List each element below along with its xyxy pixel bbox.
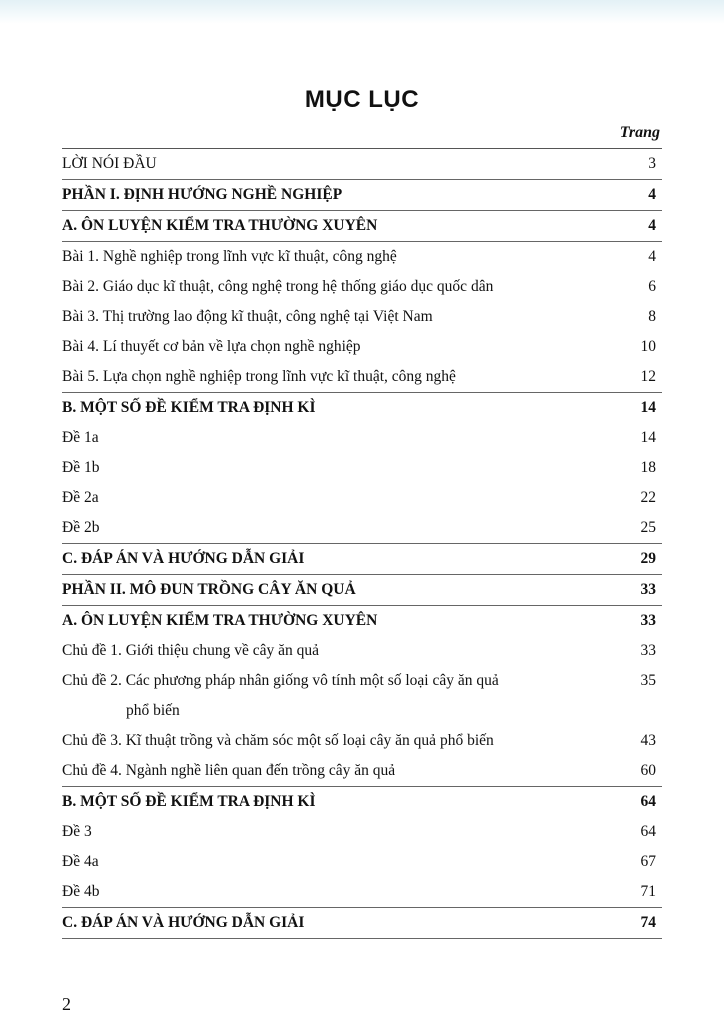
toc-entry[interactable] xyxy=(62,908,662,939)
toc-entry-label: Chủ đề 1. Giới thiệu chung về cây ăn quả xyxy=(62,642,319,659)
toc-entry-page-number: 33 xyxy=(640,581,656,598)
toc-entry-label: Chủ đề 4. Ngành nghề liên quan đến trồng cây ăn quả xyxy=(62,762,396,779)
toc-entry-label: LỜI NÓI ĐẦU xyxy=(62,155,157,172)
toc-entry[interactable] xyxy=(62,423,662,453)
page-title: MỤC LỤC xyxy=(304,86,420,113)
toc-entry[interactable] xyxy=(62,696,662,726)
toc-entry-page-number: 71 xyxy=(640,883,656,900)
toc-entry-label: B. MỘT SỐ ĐỀ KIỂM TRA ĐỊNH KÌ xyxy=(62,399,316,416)
toc-entry-page-number: 35 xyxy=(640,672,656,689)
toc-entry-label: A. ÔN LUYỆN KIỂM TRA THƯỜNG XUYÊN xyxy=(62,217,378,234)
toc-entry-page-number: 6 xyxy=(648,278,656,295)
toc-entry-page-number: 14 xyxy=(640,399,656,416)
toc-entry-label: PHẦN I. ĐỊNH HƯỚNG NGHỀ NGHIỆP xyxy=(62,186,343,203)
toc-entry-page-number: 43 xyxy=(640,732,656,749)
toc-entry-label: Bài 2. Giáo dục kĩ thuật, công nghệ trong hệ thống giáo dục quốc dân xyxy=(62,278,494,295)
toc-entry[interactable] xyxy=(62,817,662,847)
toc-entry-page-number: 60 xyxy=(640,762,656,779)
toc-entry-label: Đề 2a xyxy=(62,489,99,506)
toc-entry-page-number: 67 xyxy=(640,853,656,870)
toc-entry-page-number: 33 xyxy=(640,612,656,629)
toc-entry-label: Đề 4a xyxy=(62,853,99,870)
toc-entry-label: Đề 4b xyxy=(62,883,100,900)
toc-entry[interactable] xyxy=(62,666,662,696)
toc-entry[interactable] xyxy=(62,332,662,362)
toc-entry-label: Đề 1b xyxy=(62,459,100,476)
toc-entry[interactable] xyxy=(62,726,662,756)
toc-entry-page-number: 64 xyxy=(640,793,656,810)
toc-entry-label: Bài 4. Lí thuyết cơ bản về lựa chọn nghề nghiệp xyxy=(62,338,361,355)
toc-entry-label: C. ĐÁP ÁN VÀ HƯỚNG DẪN GIẢI xyxy=(62,914,305,931)
toc-entry[interactable] xyxy=(62,877,662,908)
toc-entry-label: Chủ đề 2. Các phương pháp nhân giống vô tính một số loại cây ăn quả xyxy=(62,672,499,689)
toc-entry[interactable] xyxy=(62,756,662,787)
toc-entry-label: phổ biến xyxy=(126,702,180,719)
toc-entry-page-number: 3 xyxy=(648,155,656,172)
toc-entry-page-number: 74 xyxy=(640,914,656,931)
toc-entry-page-number: 4 xyxy=(648,186,656,203)
toc-entry-label: Bài 1. Nghề nghiệp trong lĩnh vực kĩ thuật, công nghệ xyxy=(62,248,397,265)
toc-entry-label: Đề 1a xyxy=(62,429,99,446)
footer-page-number: 2 xyxy=(62,994,71,1014)
toc-entry[interactable] xyxy=(62,302,662,332)
toc-entry[interactable] xyxy=(62,149,662,180)
toc-entry[interactable] xyxy=(62,847,662,877)
toc-entry-label: C. ĐÁP ÁN VÀ HƯỚNG DẪN GIẢI xyxy=(62,550,305,567)
toc-entry-label: Bài 5. Lựa chọn nghề nghiệp trong lĩnh vực kĩ thuật, công nghệ xyxy=(62,368,456,385)
toc-entry-page-number: 8 xyxy=(648,308,656,325)
toc-entry[interactable] xyxy=(62,544,662,575)
toc-entry[interactable] xyxy=(62,606,662,636)
toc-entry-page-number: 64 xyxy=(640,823,656,840)
toc-entry[interactable] xyxy=(62,362,662,393)
toc-entry-page-number: 10 xyxy=(640,338,656,355)
toc-entry-label: PHẦN II. MÔ ĐUN TRỒNG CÂY ĂN QUẢ xyxy=(62,581,356,598)
table-of-contents xyxy=(62,148,662,939)
toc-entry[interactable] xyxy=(62,180,662,211)
toc-entry-page-number: 33 xyxy=(640,642,656,659)
top-edge-tint xyxy=(0,0,724,24)
toc-entry-page-number: 29 xyxy=(640,550,656,567)
toc-entry[interactable] xyxy=(62,787,662,817)
toc-entry[interactable] xyxy=(62,575,662,606)
toc-entry[interactable] xyxy=(62,513,662,544)
toc-entry-page-number: 12 xyxy=(640,368,656,385)
toc-entry[interactable] xyxy=(62,636,662,666)
toc-entry-page-number: 25 xyxy=(640,519,656,536)
toc-entry-label: A. ÔN LUYỆN KIỂM TRA THƯỜNG XUYÊN xyxy=(62,612,378,629)
toc-entry-label: Chủ đề 3. Kĩ thuật trồng và chăm sóc một số loại cây ăn quả phổ biến xyxy=(62,732,494,749)
page-column-header: Trang xyxy=(619,124,660,141)
toc-entry[interactable] xyxy=(62,211,662,242)
toc-entry[interactable] xyxy=(62,453,662,483)
toc-entry[interactable] xyxy=(62,393,662,423)
toc-entry-label: B. MỘT SỐ ĐỀ KIỂM TRA ĐỊNH KÌ xyxy=(62,793,316,810)
toc-entry-label: Đề 2b xyxy=(62,519,100,536)
toc-entry-page-number: 4 xyxy=(648,248,656,265)
toc-entry-page-number: 22 xyxy=(640,489,656,506)
toc-entry-label: Bài 3. Thị trường lao động kĩ thuật, công nghệ tại Việt Nam xyxy=(62,308,433,325)
toc-entry-page-number: 14 xyxy=(640,429,656,446)
toc-entry-page-number: 4 xyxy=(648,217,656,234)
toc-entry[interactable] xyxy=(62,483,662,513)
toc-entry[interactable] xyxy=(62,242,662,272)
toc-entry-label: Đề 3 xyxy=(62,823,92,840)
toc-entry-page-number: 18 xyxy=(640,459,656,476)
toc-entry[interactable] xyxy=(62,272,662,302)
